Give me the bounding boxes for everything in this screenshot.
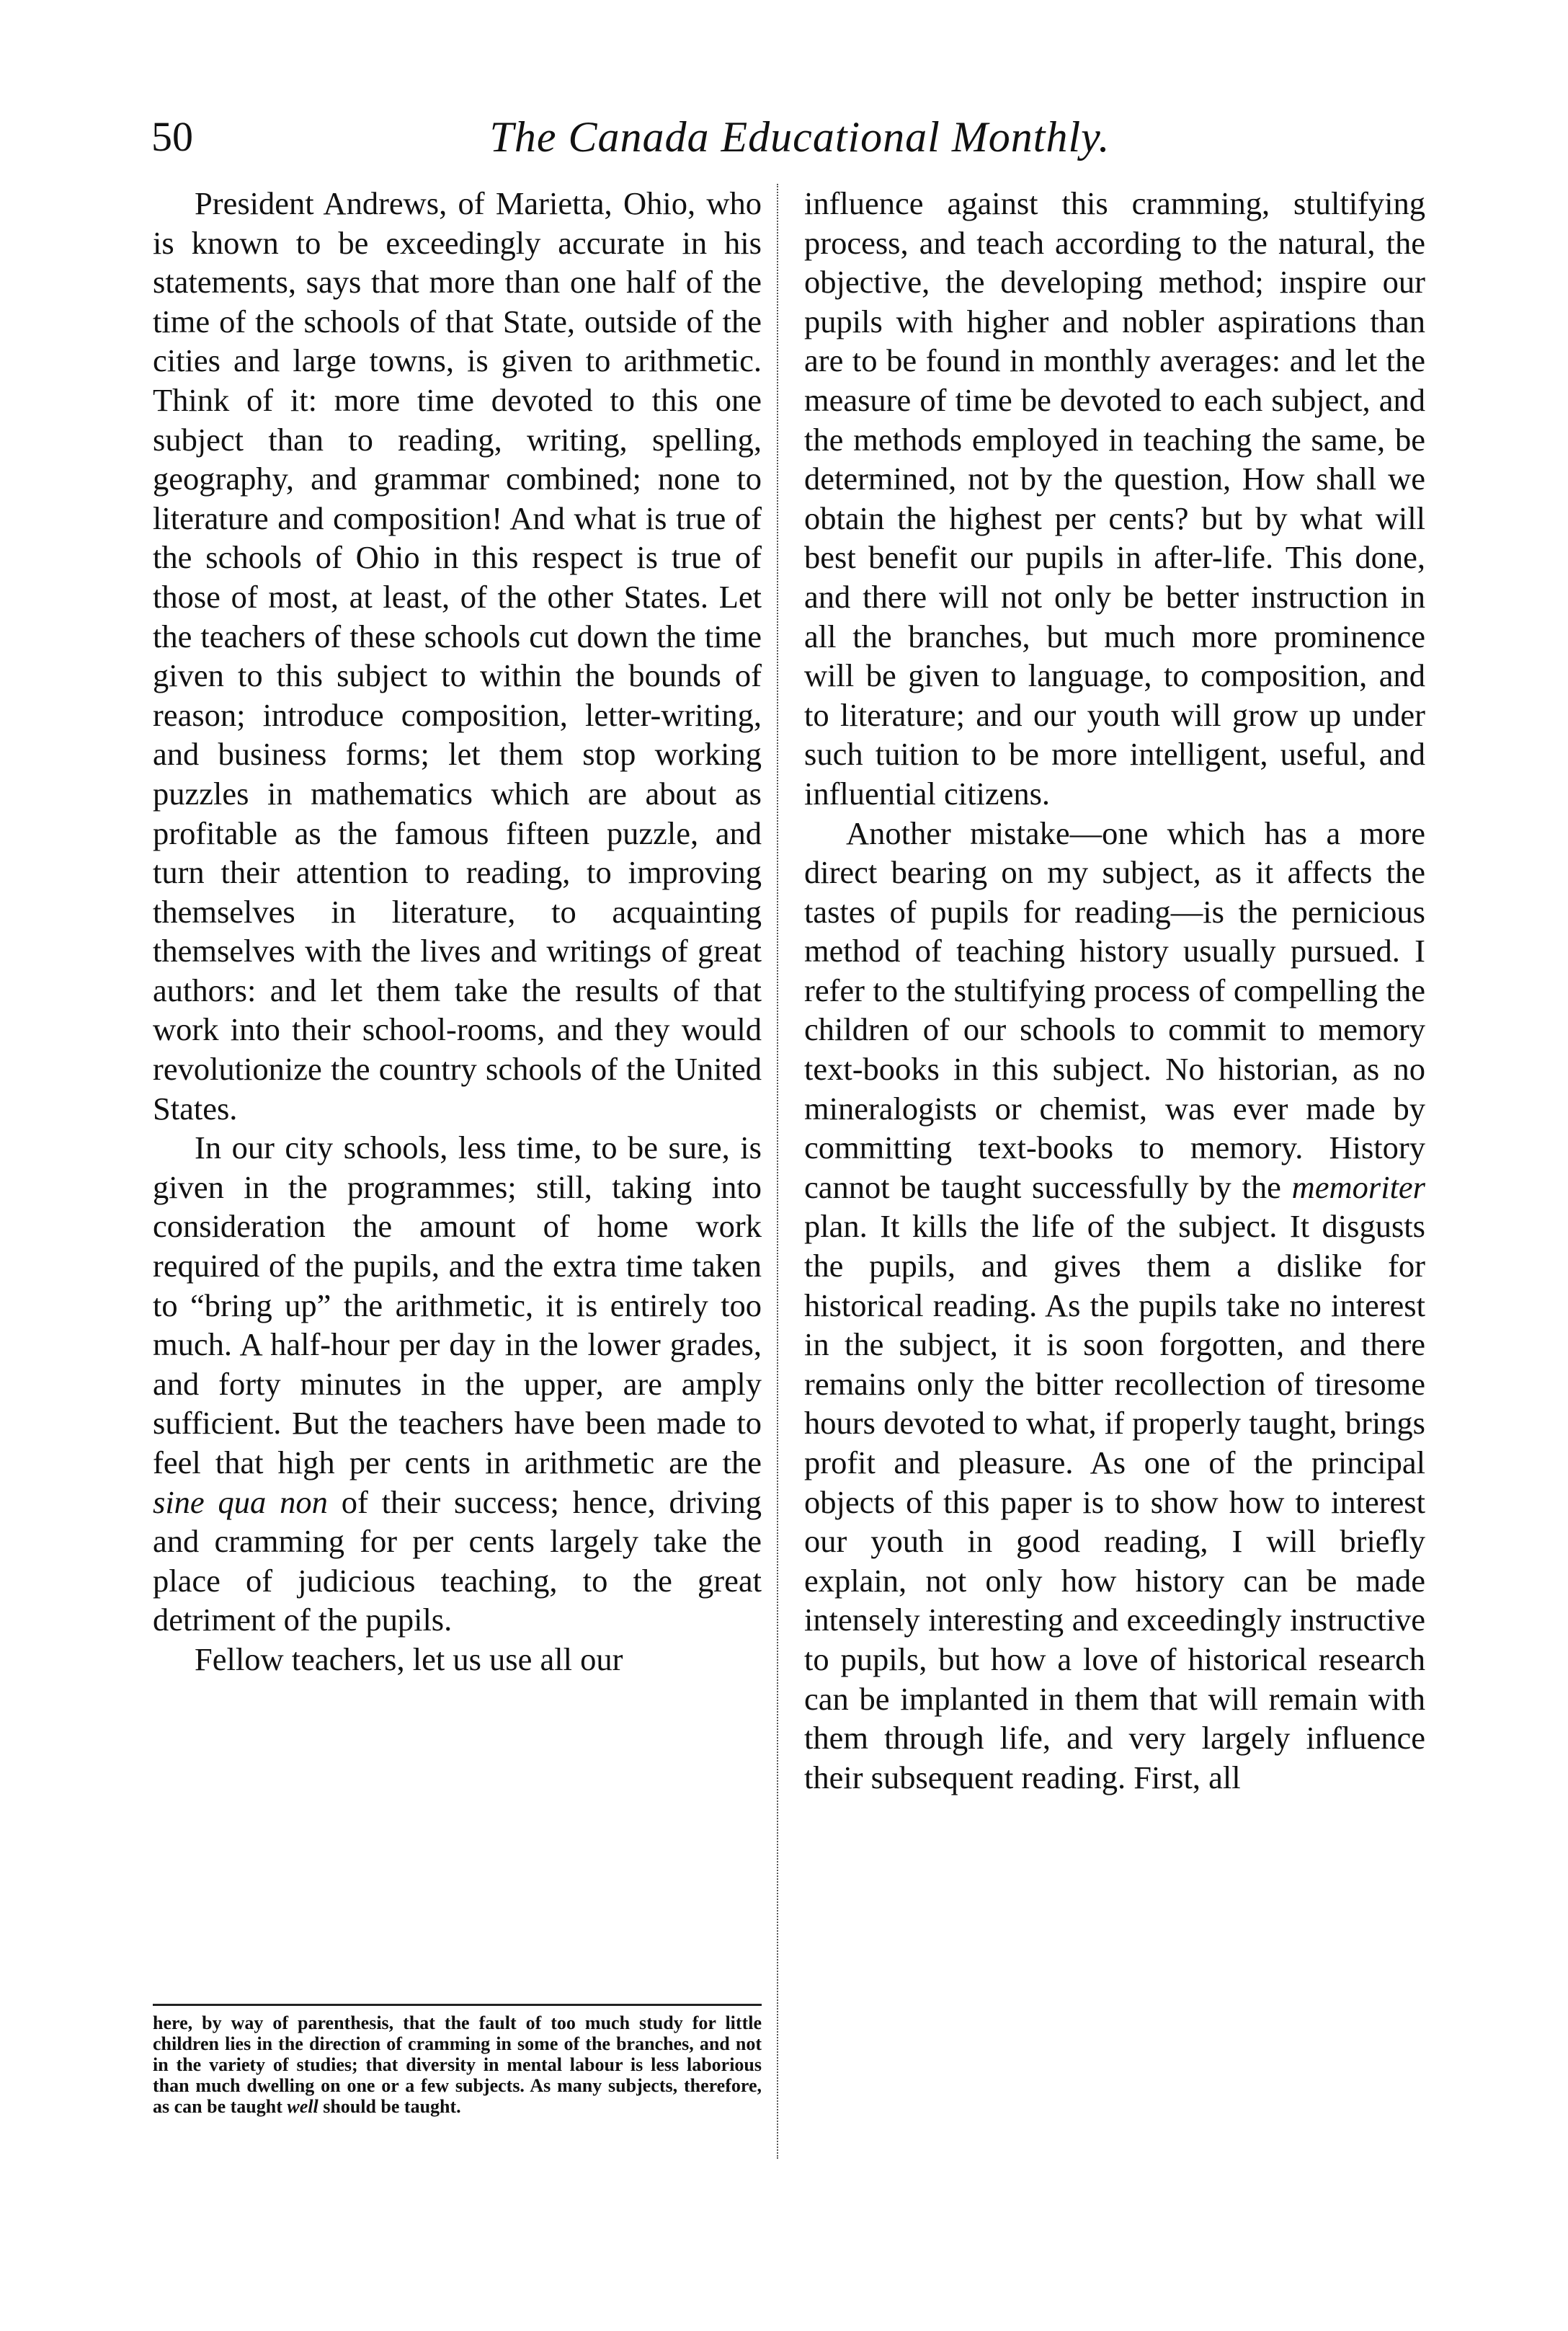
footnote-text-b: should be taught. xyxy=(318,2096,461,2117)
column-divider xyxy=(777,184,778,2159)
footnote-italic: well xyxy=(287,2096,318,2117)
paragraph: Fellow teachers, let us use all our xyxy=(195,1640,623,1677)
footnote xyxy=(153,2012,762,2117)
paragraph-text: plan. It kills the life of the subject. It disgusts the pupils, and gives them a dislike for historical reading. As the pupils take no interest in the subject, it is soon forgotten, and there remains only the bitter recollection of tiresome hours devoted to what, if properly taught, brings profit and pleasure. As one of the principal objects of this paper is to show how to interest our youth in good reading, I will briefly explain, not only how history can be made intensely interesting and exceedingly instructive to pupils, but how a love of historical research can be implanted in them that will remain with them through life, and very largely influence their subsequent reading. First, all xyxy=(804,1208,1425,1795)
left-column xyxy=(153,184,762,1679)
running-title: The Canada Educational Monthly. xyxy=(489,113,1110,161)
paragraph-text: In our city schools, less time, to be sure, is given in the programmes; still, taking into consideration the amount of home work required of the pupils, and the extra time taken to “bring up” the arithmetic, it is entirely too much. A half-hour per day in the lower grades, and forty minutes in the upper, are amply sufficient. But the teachers have been made to feel that high per cents in arithmetic are the xyxy=(153,1129,762,1480)
paragraph xyxy=(153,1128,762,1640)
page-number: 50 xyxy=(151,113,193,160)
italic-phrase: memoriter xyxy=(1291,1168,1425,1205)
page-header xyxy=(151,108,1448,166)
paragraph: influence against this cramming, stultifying process, and teach according to the natural, the objective, the developing method; inspire our pupils with higher and nobler aspirations than are to be found in monthly averages: and let the measure of time be devoted to each subject, and the methods employed in teaching the same, be determined, not by the question, How shall we obtain the highest per cents? but by what will best benefit our pupils in after-life. This done, and there will not only be better instruction in all the branches, but much more prominence will be given to language, to composition, and to literature; and our youth will grow up under such tuition to be more intelligent, useful, and influential citizens. xyxy=(804,185,1425,812)
footnote-text-a: here, by way of parenthesis, that the fault of too much study for little children lies in the direction of cramming in some of the branches, and not in the variety of studies; that diversity in mental labour is less laborious than much dwelling on one or a few subjects. As many subjects, therefore, as can be taught xyxy=(153,2012,762,2117)
paragraph xyxy=(804,814,1425,1798)
footnote-rule xyxy=(153,2004,762,2006)
footnote-text xyxy=(153,2012,762,2117)
italic-phrase: sine qua non xyxy=(153,1483,328,1520)
paragraph: President Andrews, of Marietta, Ohio, who is known to be exceedingly accurate in his statements, says that more than one half of the time of the schools of that State, outside of the cities and large towns, is given to arithmetic. Think of it: more time devoted to this one subject than to reading, writing, spelling, geography, and grammar combined; none to literature and composition! And what is true of the schools of Ohio in this respect is true of those of most, at least, of the other States. Let the teachers of these schools cut down the time given to this subject to within the bounds of reason; introduce composition, letter-writing, and business forms; let them stop working puzzles in mathematics which are about as profitable as the famous fifteen puzzle, and turn their attention to reading, to improving themselves in literature, to acquainting themselves with the lives and writings of great authors: and let them take the results of that work into their school-rooms, and they would revolutionize the country schools of the United States. xyxy=(153,185,762,1127)
paragraph-text: Another mistake—one which has a more direct bearing on my subject, as it affects the tastes of pupils for reading—is the pernicious method of teaching history usually pursued. I refer to the stultifying process of compelling the children of our schools to commit to memory text-books in this subject. No historian, as no mineralogists or chemist, was ever made by committing text-books to memory. History cannot be taught successfully by the xyxy=(804,814,1425,1205)
right-column xyxy=(804,184,1425,1797)
paragraph-text: of their success; hence, driving and cramming for per cents largely take the place of judicious teaching, to the great detriment of the pupils. xyxy=(153,1483,762,1638)
